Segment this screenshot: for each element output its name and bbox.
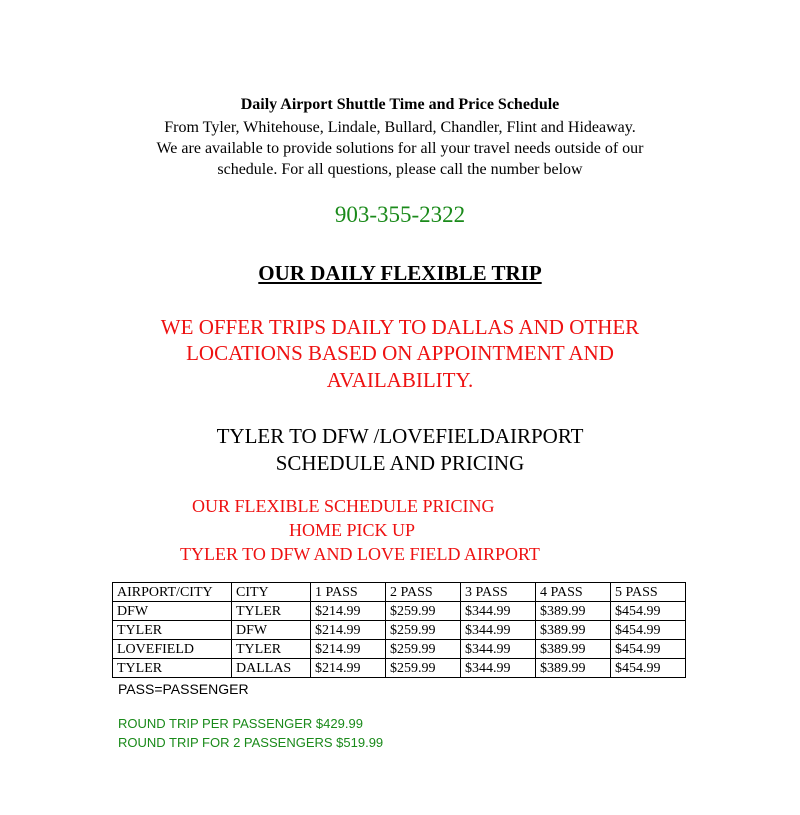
offer-line: WE OFFER TRIPS DAILY TO DALLAS AND OTHER xyxy=(160,315,640,339)
intro-line: schedule. For all questions, please call the number below xyxy=(217,161,583,178)
intro-line: From Tyler, Whitehouse, Lindale, Bullard, Chandler, Flint and Hideaway. xyxy=(164,119,636,136)
table-header-cell: 4 PASS xyxy=(536,583,611,602)
table-row xyxy=(113,659,686,678)
table-cell: DFW xyxy=(232,621,311,640)
pricing-subheading: TYLER TO DFW AND LOVE FIELD AIRPORT xyxy=(180,544,540,564)
schedule-heading-line: SCHEDULE AND PRICING xyxy=(275,451,525,475)
pricing-subheading: HOME PICK UP xyxy=(289,520,416,540)
flexible-trip-heading: OUR DAILY FLEXIBLE TRIP xyxy=(258,261,542,285)
table-cell: $259.99 xyxy=(386,602,461,621)
table-cell: $214.99 xyxy=(311,602,386,621)
offer-line: LOCATIONS BASED ON APPOINTMENT AND xyxy=(186,341,614,365)
passenger-note: PASS=PASSENGER xyxy=(118,681,249,697)
table-cell: DFW xyxy=(113,602,232,621)
table-cell: $344.99 xyxy=(461,602,536,621)
table-header-row xyxy=(113,583,686,602)
table-cell: TYLER xyxy=(232,640,311,659)
pricing-subheading: OUR FLEXIBLE SCHEDULE PRICING xyxy=(192,496,495,516)
table-cell: $389.99 xyxy=(536,659,611,678)
table-cell: $389.99 xyxy=(536,621,611,640)
table-cell: $214.99 xyxy=(311,621,386,640)
table-cell: $259.99 xyxy=(386,640,461,659)
table-header-cell: 2 PASS xyxy=(386,583,461,602)
table-cell: $344.99 xyxy=(461,640,536,659)
table-cell: $454.99 xyxy=(611,640,686,659)
table-row xyxy=(113,621,686,640)
table-header-cell: 5 PASS xyxy=(611,583,686,602)
table-header-cell: 3 PASS xyxy=(461,583,536,602)
table-cell: $214.99 xyxy=(311,640,386,659)
table-cell: $344.99 xyxy=(461,659,536,678)
schedule-heading-line: TYLER TO DFW /LOVEFIELDAIRPORT xyxy=(216,424,584,448)
table-cell: $259.99 xyxy=(386,621,461,640)
table-cell: LOVEFIELD xyxy=(113,640,232,659)
page-title: Daily Airport Shuttle Time and Price Schedule xyxy=(240,96,560,113)
table-cell: $214.99 xyxy=(311,659,386,678)
table-cell: $454.99 xyxy=(611,659,686,678)
table-cell: $389.99 xyxy=(536,640,611,659)
table-cell: TYLER xyxy=(232,602,311,621)
phone-number: 903-355-2322 xyxy=(334,202,466,227)
table-cell: $259.99 xyxy=(386,659,461,678)
round-trip-price: ROUND TRIP FOR 2 PASSENGERS $519.99 xyxy=(118,735,384,750)
table-cell: $344.99 xyxy=(461,621,536,640)
table-cell: TYLER xyxy=(113,659,232,678)
table-cell: TYLER xyxy=(113,621,232,640)
table-row xyxy=(113,602,686,621)
table-header-cell: AIRPORT/CITY xyxy=(113,583,232,602)
offer-line: AVAILABILITY. xyxy=(326,368,474,392)
table-cell: $389.99 xyxy=(536,602,611,621)
table-cell: $454.99 xyxy=(611,602,686,621)
intro-line: We are available to provide solutions for all your travel needs outside of our xyxy=(156,140,644,157)
round-trip-price: ROUND TRIP PER PASSENGER $429.99 xyxy=(118,716,363,731)
table-row xyxy=(113,640,686,659)
table-header-cell: CITY xyxy=(232,583,311,602)
table-cell: DALLAS xyxy=(232,659,311,678)
price-table xyxy=(112,582,686,678)
table-cell: $454.99 xyxy=(611,621,686,640)
table-header-cell: 1 PASS xyxy=(311,583,386,602)
